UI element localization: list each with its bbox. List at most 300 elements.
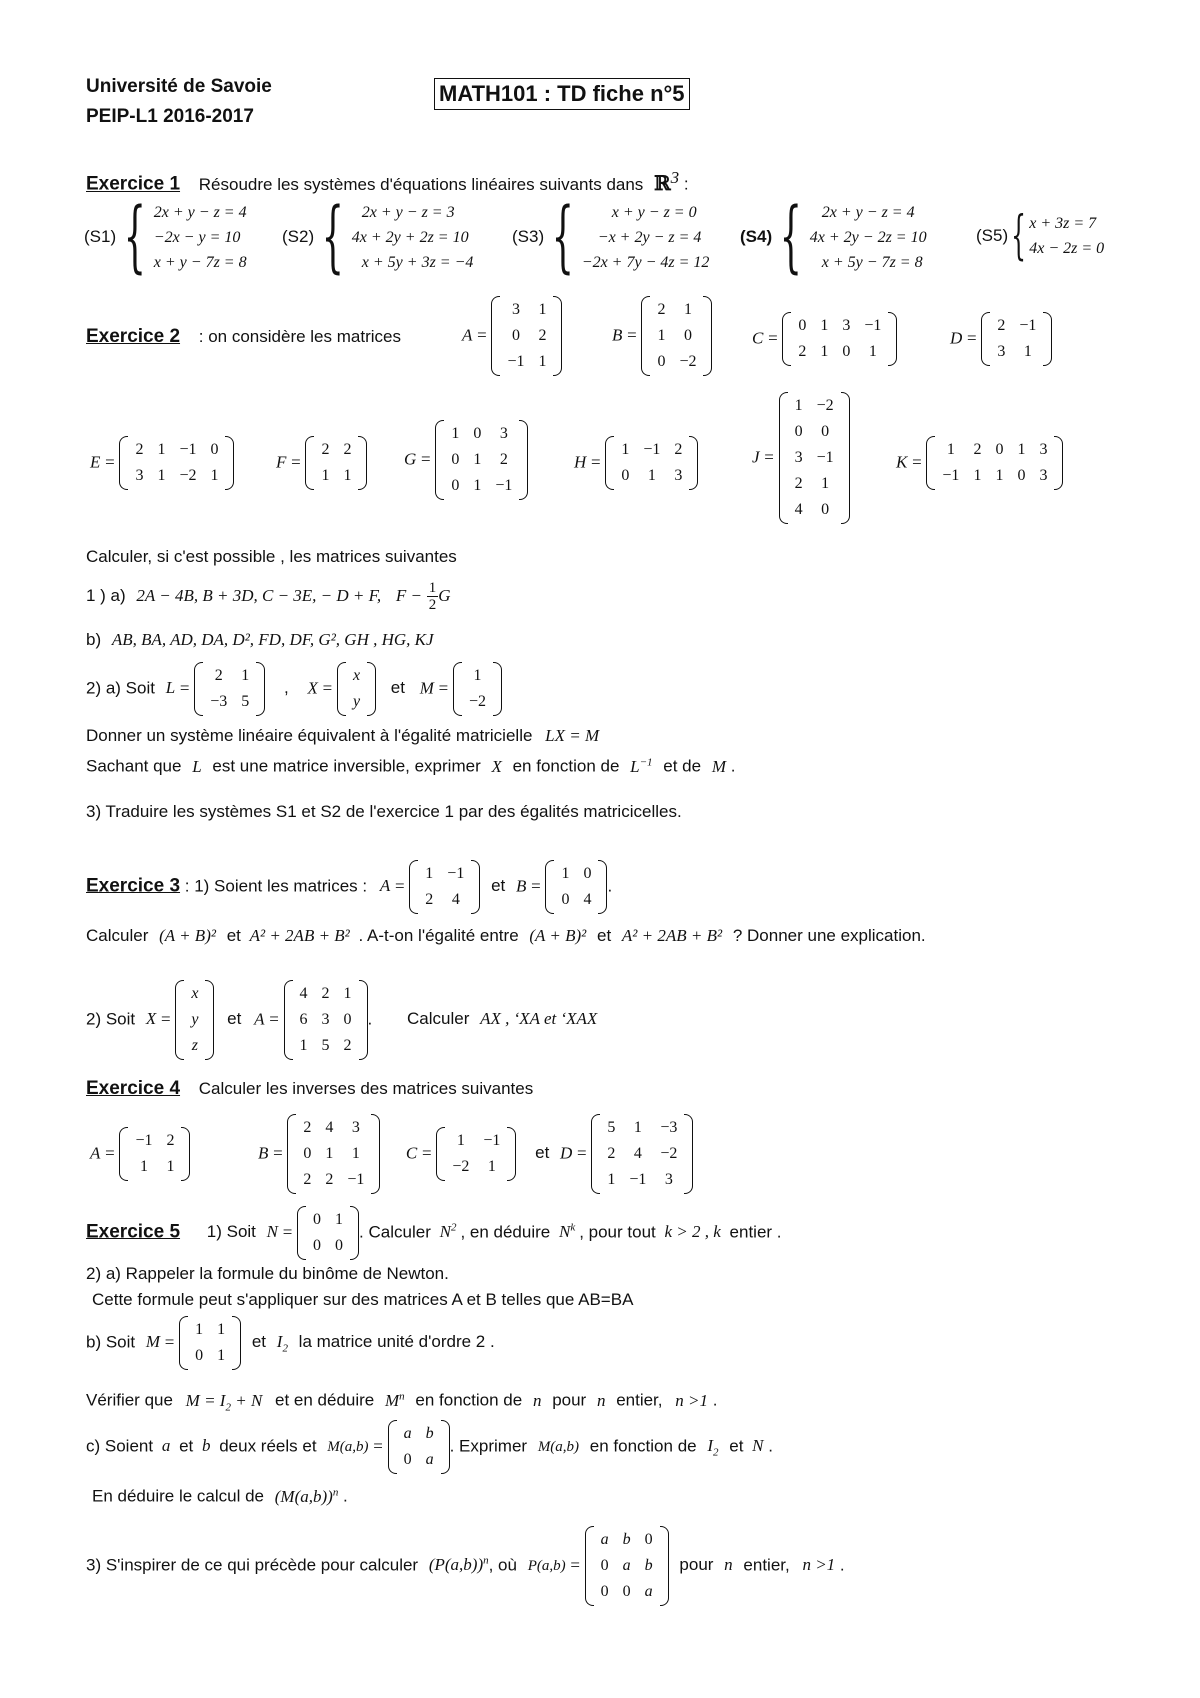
matrix-entry: 1 (210, 467, 219, 484)
left-paren (287, 1114, 296, 1194)
instruction-text: et en déduire (275, 1390, 375, 1410)
matrix-entry: 1 (538, 353, 547, 370)
matrix-entry: 1 (425, 865, 434, 882)
question-label: c) Soient (86, 1436, 154, 1456)
matrix-M (453, 662, 502, 716)
matrix-entry: 1 (166, 1158, 175, 1175)
matrix-entry: b (622, 1531, 631, 1548)
matrix-entry: 0 (622, 1583, 631, 1600)
left-paren (545, 860, 554, 914)
matrix-entry: 0 (794, 423, 803, 440)
matrix-E-def: E = 2 1 −1 0 3 1 −2 1 (90, 436, 234, 490)
equation-LX-M: LX = M (545, 726, 600, 745)
matrix-entry: 1 (683, 301, 692, 318)
matrix-entry: 1 (343, 467, 352, 484)
matrix-F-def: F = 2 2 1 1 (276, 436, 367, 490)
question-2-line2: Sachant que L est une matrice inversible, exprimer X en fonction de $L^{-1}$ et de M . (86, 756, 736, 776)
matrix-E (119, 436, 234, 490)
university-name: Université de Savoie (86, 76, 272, 97)
right-paren (371, 1114, 380, 1194)
system-name: (S1) (84, 227, 117, 246)
matrix-A (491, 296, 562, 376)
matrix-entry: 0 (583, 865, 592, 882)
left-paren (435, 420, 444, 500)
equation: −x + 2y − z = 4 (597, 228, 702, 246)
matrix-entry: 1 (343, 985, 352, 1002)
right-paren (225, 436, 234, 490)
matrix-entry: −1 (135, 1132, 153, 1149)
left-brace: { (779, 192, 803, 282)
instruction-text: entier, (616, 1390, 663, 1410)
matrix-entry: −1 (643, 441, 661, 458)
exercise-1-heading (86, 168, 689, 196)
exercise-2-instruction: Calculer, si c'est possible , les matrices suivantes (86, 547, 457, 566)
matrix-entry: 4 (325, 1119, 334, 1136)
matrix-entry: 0 (313, 1211, 322, 1228)
matrix-entry: −1 (864, 317, 882, 334)
equation: −2x + 7y − 4z = 12 (581, 253, 710, 271)
matrix-entry: −2 (660, 1145, 678, 1162)
matrix-B-def: B = 2 1 1 0 0 −2 (612, 296, 712, 376)
matrix-entry: 0 (995, 441, 1004, 458)
left-paren (388, 1420, 397, 1474)
matrix-entry: 1 (1017, 441, 1026, 458)
exercise-4-label: Exercice 4 (86, 1078, 181, 1099)
matrix-G-def: G = 1 0 3 0 1 2 0 1 −1 (404, 420, 528, 500)
matrix-entry: 0 (657, 353, 666, 370)
matrix-entry: 2 (321, 441, 330, 458)
matrix-entry: 1 (538, 301, 547, 318)
matrix-K-def: K = 1 2 0 1 3 −1 1 1 0 3 (896, 436, 1063, 490)
right-paren (441, 1420, 450, 1474)
system-s2 (282, 192, 474, 282)
system-name: (S5) (976, 226, 1009, 245)
matrix-entry: 0 (1017, 467, 1026, 484)
equation: −2x − y = 10 (153, 228, 241, 246)
matrix-B-ex3 (545, 860, 607, 914)
matrix-entry: 2 (499, 451, 508, 468)
left-paren (491, 296, 500, 376)
matrix-entry: 5 (607, 1119, 616, 1136)
instruction-text: pour (552, 1390, 587, 1410)
matrix-entry: 4 (451, 891, 460, 908)
equation: x + 5y + 3z = −4 (361, 253, 474, 271)
matrix-entry: 0 (600, 1557, 609, 1574)
matrix-A-ex4 (119, 1127, 190, 1181)
instruction-text: En déduire le calcul de (92, 1486, 265, 1506)
matrix-entry: 0 (600, 1583, 609, 1600)
exercise-3-question: Calculer (A + B)² et A² + 2AB + B² . A-t-on l'égalité entre (A + B)² et A² + 2AB + B² ? Donner une explication. (86, 926, 926, 945)
matrix-entry: y (352, 693, 361, 710)
question-label: 1) Soit (206, 1222, 256, 1242)
matrix-entry: 3 (997, 343, 1006, 360)
exercise-2-label: Exercice 2 (86, 326, 181, 347)
instruction-text: en fonction de (589, 1436, 697, 1456)
right-paren (841, 392, 850, 524)
left-paren (591, 1114, 600, 1194)
exercise-2-heading (86, 326, 401, 348)
matrix-entry: 1 (794, 397, 803, 414)
left-paren (453, 662, 462, 716)
matrix-J (779, 392, 850, 524)
expression-expanded: A² + 2AB + B² (249, 926, 350, 945)
matrix-C-ex4 (436, 1127, 516, 1181)
matrix-entry: 0 (561, 891, 570, 908)
matrix-entry: 0 (313, 1237, 322, 1254)
matrix-entry: 1 (607, 1171, 616, 1188)
matrix-entry: 1 (995, 467, 1004, 484)
instruction-text: est une matrice inversible, exprimer (212, 756, 481, 776)
left-paren (175, 980, 184, 1060)
matrix-entry: 2 (798, 343, 807, 360)
matrix-B (641, 296, 712, 376)
real-set-symbol: ℝ (654, 170, 671, 195)
equation: 4x + 2y + 2z = 10 (351, 228, 469, 246)
matrix-N (297, 1206, 359, 1260)
matrix-entry: 1 (217, 1321, 226, 1338)
matrix-entry: 1 (657, 327, 666, 344)
matrix-entry: 1 (473, 667, 482, 684)
system-name: (S3) (512, 227, 545, 246)
question-5-2b: b) Soit M = 1 1 0 1 et $I_2$ la matrice unité d'ordre 2 . (86, 1316, 495, 1370)
matrix-entry: 2 (973, 441, 982, 458)
left-paren (641, 296, 650, 376)
question-2a: 2) a) Soit L = 2 1 −3 5 , X = x y et M = 1 −2 (86, 662, 502, 716)
matrix-entry: z (191, 1037, 198, 1054)
equation: x + 3z = 7 (1029, 215, 1097, 232)
matrix-entry: 1 (451, 425, 460, 442)
fraction-numerator: 1 (428, 580, 437, 596)
question-label: 2) a) Soit (86, 678, 155, 698)
right-paren (507, 1127, 516, 1181)
matrix-entry: 1 (195, 1321, 204, 1338)
matrix-entry: 3 (842, 317, 851, 334)
matrix-entry: a (600, 1531, 609, 1548)
left-paren (284, 980, 293, 1060)
matrix-entry: 1 (561, 865, 570, 882)
instruction-text: , en déduire (460, 1222, 551, 1242)
left-paren (605, 436, 614, 490)
matrix-entry: 0 (403, 1451, 412, 1468)
matrix-entry: 0 (798, 317, 807, 334)
matrix-entry: 1 (820, 343, 829, 360)
left-paren (194, 662, 203, 716)
left-paren (981, 312, 990, 366)
matrix-entry: 0 (644, 1531, 653, 1548)
system-name: (S4) (740, 227, 773, 246)
separator: , (284, 678, 289, 698)
matrix-entry: 0 (842, 343, 851, 360)
matrix-entry: 3 (321, 1011, 330, 1028)
matrix-entry: 3 (499, 425, 508, 442)
matrix-entry: 2 (674, 441, 683, 458)
instruction-text: entier, (743, 1555, 790, 1575)
question-5-3: 3) S'inspirer de ce qui précède pour calculer $(P(a,b))^n$, où P(a,b) = a b 0 0 a b 0 0 a pour n entier, n >1 . (86, 1526, 845, 1606)
matrix-entry: 5 (241, 693, 250, 710)
matrix-entry: 0 (821, 423, 830, 440)
matrix-G (435, 420, 528, 500)
right-paren (205, 980, 214, 1060)
instruction-text: entier . (729, 1222, 782, 1242)
equation: x + 5y − 7z = 8 (821, 253, 923, 271)
matrix-entry: a (644, 1583, 653, 1600)
matrix-entry: −1 (816, 449, 834, 466)
matrix-entry: 1 (621, 441, 630, 458)
question-2-line1 (86, 726, 599, 746)
matrix-B-ex4 (287, 1114, 380, 1194)
system-s4 (740, 192, 927, 282)
instruction-text: en fonction de (512, 756, 620, 776)
instruction-text: pour (679, 1555, 714, 1575)
matrix-F (305, 436, 367, 490)
right-paren (493, 662, 502, 716)
equation: x + y − 7z = 8 (153, 253, 247, 271)
matrix-entry: 1 (351, 1145, 360, 1162)
left-paren (179, 1316, 188, 1370)
exercise-1-label: Exercice 1 (86, 173, 181, 195)
instruction-text: . Exprimer (449, 1436, 528, 1456)
exercise-3-question-2: 2) Soit X = x y z et A = 4 2 1 6 3 0 1 5 2 . Calculer AX , ‘XA et ‘XAX (86, 980, 597, 1060)
question-1a-math: 2A − 4B, B + 3D, C − 3E, − D + F, (136, 585, 382, 605)
matrix-entry: 3 (794, 449, 803, 466)
question-label: 2) Soit (86, 1009, 136, 1029)
matrix-entry: 0 (210, 441, 219, 458)
matrix-entry: 1 (217, 1347, 226, 1364)
question-label: b) Soit (86, 1332, 136, 1352)
matrix-entry: 3 (664, 1171, 673, 1188)
matrix-entry: 1 (157, 467, 166, 484)
matrix-entry: 2 (303, 1171, 312, 1188)
matrix-entry: 3 (135, 467, 144, 484)
matrix-entry: −2 (452, 1158, 470, 1175)
fraction-prefix: F − (395, 585, 422, 605)
matrix-entry: −2 (816, 397, 834, 414)
right-paren (367, 662, 376, 716)
exercise-1-colon: : (683, 174, 689, 194)
matrix-H (605, 436, 698, 490)
matrix-entry: −2 (468, 693, 486, 710)
matrix-entry: −3 (660, 1119, 678, 1136)
question-5-2b-verify: Vérifier que $M = I_2 + N$ et en déduire $M^n$ en fonction de n pour n entier, n >1 . (86, 1390, 718, 1414)
right-paren (1043, 312, 1052, 366)
question-label: b) (86, 630, 102, 649)
matrix-entry: b (644, 1557, 653, 1574)
matrix-entry: x (352, 667, 361, 684)
page-title: MATH101 : TD fiche n°5 (434, 78, 690, 110)
matrix-entry: 4 (633, 1145, 642, 1162)
academic-year: PEIP-L1 2016-2017 (86, 106, 254, 127)
matrix-entry: 1 (946, 441, 955, 458)
right-paren (181, 1127, 190, 1181)
instruction-text: deux réels et (219, 1436, 317, 1456)
matrix-Mab (388, 1420, 450, 1474)
matrix-C-def: C = 0 1 3 −1 2 1 0 1 (752, 312, 897, 366)
matrix-entry: 0 (303, 1145, 312, 1162)
equation: 4x + 2y − 2z = 10 (809, 228, 927, 246)
matrix-entry: 1 (139, 1158, 148, 1175)
equation: 4x − 2z = 0 (1029, 240, 1105, 257)
matrix-D-ex4 (591, 1114, 693, 1194)
left-paren (119, 1127, 128, 1181)
question-5-2c-deduce: En déduire le calcul de $(M(a,b))^n$ . (92, 1486, 348, 1506)
matrix-entry: a (622, 1557, 631, 1574)
instruction-text: . Calculer (359, 1222, 431, 1242)
matrix-entry: 1 (456, 1132, 465, 1149)
matrix-entry: 5 (321, 1037, 330, 1054)
matrix-entry: 0 (473, 425, 482, 442)
matrix-M-ex5 (179, 1316, 241, 1370)
right-paren (598, 860, 607, 914)
exercise-3-text: : 1) Soient les matrices : (184, 876, 368, 896)
right-paren (703, 296, 712, 376)
right-paren (1054, 436, 1063, 490)
matrix-A2-ex3 (284, 980, 368, 1060)
matrix-entry: −3 (210, 693, 228, 710)
matrix-entry: 3 (351, 1119, 360, 1136)
matrix-entry: −1 (447, 865, 465, 882)
matrix-entry: 2 (166, 1132, 175, 1149)
matrix-entry: −1 (347, 1171, 365, 1188)
matrix-entry: 2 (321, 985, 330, 1002)
matrix-entry: 2 (303, 1119, 312, 1136)
left-paren (436, 1127, 445, 1181)
matrix-entry: 2 (343, 441, 352, 458)
expression-sum-squared: (A + B)² (159, 926, 216, 945)
matrix-K (926, 436, 1063, 490)
exercise-5-heading: Exercice 5 1) Soit N = 0 1 0 0 . Calculer $N^2$ , en déduire $N^k$ , pour tout k > 2 , k entier . (86, 1206, 782, 1260)
conjunction: et (390, 678, 405, 698)
left-brace: { (123, 192, 147, 282)
left-brace: { (1011, 206, 1027, 266)
instruction-text: la matrice unité d'ordre 2 . (298, 1332, 495, 1352)
instruction-text: Calculer (86, 926, 149, 945)
right-paren (232, 1316, 241, 1370)
matrix-entry: 4 (583, 891, 592, 908)
matrix-H-def: H = 1 −1 2 0 1 3 (574, 436, 698, 490)
matrix-entry: 1 (647, 467, 656, 484)
instruction-text: Calculer (407, 1009, 470, 1029)
question-5-2a: 2) a) Rappeler la formule du binôme de Newton. (86, 1264, 449, 1283)
right-paren (888, 312, 897, 366)
matrix-entry: 1 (473, 451, 482, 468)
matrix-entry: −2 (179, 467, 197, 484)
matrix-entry: a (403, 1425, 412, 1442)
matrix-entry: 2 (425, 891, 434, 908)
matrix-entry: 3 (1039, 441, 1048, 458)
matrix-J-def: J = 1 −2 0 0 3 −1 2 1 4 0 (752, 392, 850, 524)
matrix-entry: 2 (343, 1037, 352, 1054)
matrix-entry: 0 (343, 1011, 352, 1028)
exercise-4-heading (86, 1078, 533, 1100)
instruction-text: . A-t-on l'égalité entre (358, 926, 519, 945)
fraction-one-half (427, 580, 439, 613)
question-1b (86, 630, 434, 650)
equation: x + y − z = 0 (611, 203, 697, 221)
instruction-text: Donner un système linéaire équivalent à l'égalité matricielle (86, 726, 533, 745)
left-paren (409, 860, 418, 914)
system-s3 (512, 192, 710, 282)
right-paren (256, 662, 265, 716)
right-paren (553, 296, 562, 376)
fraction-suffix: G (438, 585, 451, 605)
matrix-entry: 3 (1039, 467, 1048, 484)
instruction-text: et (179, 1436, 194, 1456)
matrix-entry: 1 (325, 1145, 334, 1162)
matrix-A-ex3 (409, 860, 480, 914)
matrix-entry: 2 (607, 1145, 616, 1162)
matrix-entry: 0 (195, 1347, 204, 1364)
matrix-entry: 1 (335, 1211, 344, 1228)
right-paren (350, 1206, 359, 1260)
matrix-entry: 1 (820, 317, 829, 334)
question-5-2a-note: Cette formule peut s'appliquer sur des matrices A et B telles que AB=BA (92, 1290, 634, 1309)
exercise-1-text: Résoudre les systèmes d'équations linéaires suivants dans (198, 174, 644, 194)
matrix-entry: a (425, 1451, 434, 1468)
matrix-D-def: D = 2 −1 3 1 (950, 312, 1052, 366)
matrix-entry: 2 (325, 1171, 334, 1188)
left-paren (926, 436, 935, 490)
instruction-text: en fonction de (415, 1390, 523, 1410)
instruction-text: ? Donner une explication. (732, 926, 926, 945)
matrix-entry: 6 (299, 1011, 308, 1028)
instruction-text: Sachant que (86, 756, 182, 776)
fraction-denominator: 2 (428, 597, 437, 613)
matrix-entry: −2 (679, 353, 697, 370)
matrix-entry: 1 (241, 667, 250, 684)
matrix-entry: 0 (451, 477, 460, 494)
matrix-entry: 1 (633, 1119, 642, 1136)
equation: 2x + y − z = 4 (153, 203, 247, 221)
matrix-entry: 1 (157, 441, 166, 458)
matrix-D (981, 312, 1052, 366)
matrix-entry: 0 (683, 327, 692, 344)
instruction-text: , où (488, 1555, 517, 1575)
question-label: 1 ) a) (86, 585, 126, 605)
matrix-entry: 0 (451, 451, 460, 468)
matrix-X (337, 662, 376, 716)
left-paren (782, 312, 791, 366)
matrix-entry: x (191, 985, 199, 1002)
matrix-entry: −1 (483, 1132, 501, 1149)
left-brace: { (551, 192, 575, 282)
matrix-entry: y (191, 1011, 199, 1028)
right-paren (359, 980, 368, 1060)
question-5-2c: c) Soient a et b deux réels et M(a,b) = a b 0 a . Exprimer M(a,b) en fonction de $I_2$ et N . (86, 1420, 773, 1474)
matrix-entry: −1 (179, 441, 197, 458)
exercise-4-text: Calculer les inverses des matrices suivantes (198, 1079, 534, 1098)
right-paren (689, 436, 698, 490)
exercise-4-matrices: A = −1 2 1 1 B = 2 4 3 0 1 1 2 2 −1 C = 1 −1 −2 1 et D = 5 1 −3 2 4 −2 1 −1 3 (90, 1114, 693, 1194)
instruction-text: 3) S'inspirer de ce qui précède pour calculer (86, 1555, 419, 1575)
question-3: 3) Traduire les systèmes S1 et S2 de l'exercice 1 par des égalités matricicelles. (86, 802, 682, 821)
question-1a (86, 580, 450, 613)
matrix-entry: 0 (511, 327, 520, 344)
left-paren (297, 1206, 306, 1260)
left-paren (119, 436, 128, 490)
matrix-entry: 2 (214, 667, 223, 684)
matrix-entry: 2 (794, 475, 803, 492)
system-s1 (84, 192, 247, 282)
matrix-entry: 1 (973, 467, 982, 484)
matrix-entry: −1 (629, 1171, 647, 1188)
matrix-entry: 0 (621, 467, 630, 484)
instruction-text: Vérifier que (86, 1390, 173, 1410)
matrix-entry: 0 (821, 501, 830, 518)
matrix-entry: b (425, 1425, 434, 1442)
matrix-A-def: A = 3 1 0 2 −1 1 (462, 296, 562, 376)
matrix-X-ex3 (175, 980, 214, 1060)
left-paren (305, 436, 314, 490)
